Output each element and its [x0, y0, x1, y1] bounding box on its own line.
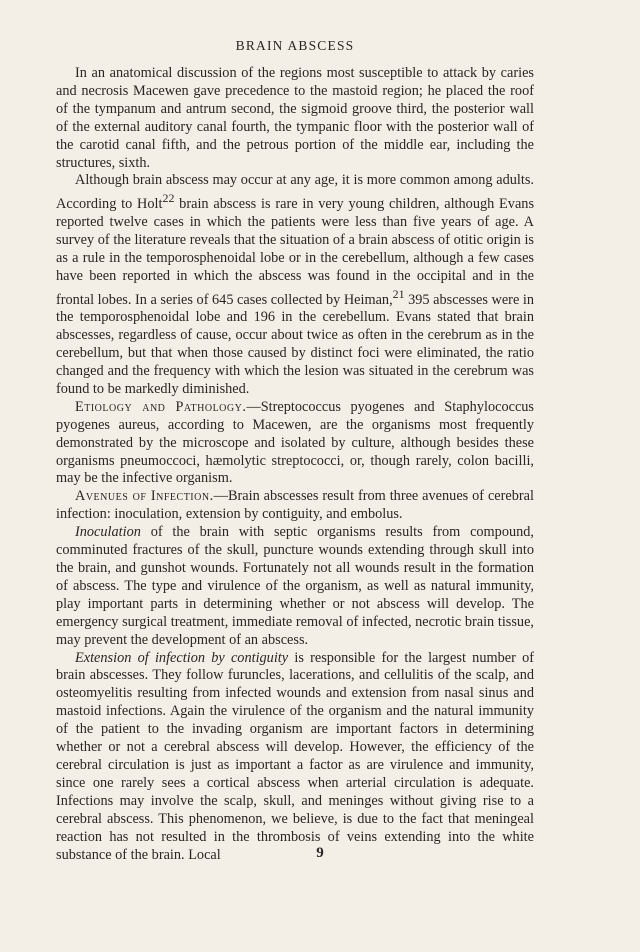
page	[56, 38, 534, 864]
section-heading-etiology: Etiology and Pathology.	[75, 398, 247, 415]
paragraph-etiology	[56, 399, 534, 489]
footnote-ref-heiman: 21	[392, 286, 405, 301]
paragraph-text: —Brain abscesses result from three avenues of cerebral infection: inoculation, extension by contiguity, and embolus.	[56, 488, 534, 523]
body-text	[56, 65, 534, 864]
paragraph-avenues	[56, 488, 534, 524]
page-number: 9	[316, 845, 324, 861]
paragraph-macewen-regions	[56, 65, 534, 172]
paragraph-age-incidence	[56, 172, 534, 398]
italic-lead-contiguity: Extension of infection by contiguity	[75, 649, 289, 666]
paragraph-text: —Streptococcus pyogenes and Staphylococcus pyogenes aureus, according to Macewen, are the organisms most frequently demonstrated by the microscope and isolated by culture, although besides these organisms pneumoccoci, hæmolytic streptococci, or, though rarely, colon bacilli, may be the infective organism.	[56, 398, 534, 487]
section-heading-avenues: Avenues of Infection.	[75, 488, 214, 505]
italic-lead-inoculation: Inoculation	[75, 524, 141, 541]
running-title: BRAIN ABSCESS	[235, 38, 355, 53]
paragraph-contiguity	[56, 650, 534, 865]
paragraph-text: In an anatomical discussion of the regions most susceptible to attack by caries and necrosis Macewen gave precedence to the mastoid region; he placed the roof of the tympanum and antrum second, the sigmoid groove third, the posterior wall of the external auditory canal fourth, the tympanic floor with the posterior wall of the carotid canal fifth, and the petrous portion of the middle ear, including the structures, sixth.	[56, 65, 534, 171]
paragraph-text: is responsible for the largest number of brain abscesses. They follow furuncles, lacerations, and cellulitis of the scalp, and osteomyelitis resulting from infected wounds and extension from nasal sinus and mastoid infections. Again the virulence of the organism and the natural immunity of the patient to the invading organism are important factors in determining whether or not a cerebral abscess will develop. However, the efficiency of the cerebral circulation is just as important a factor as are virulence and immunity, since one rarely sees a cortical abscess when arterial circulation is adequate. Infections may involve the scalp, skull, and meninges without giving rise to a cerebral abscess. This phenomenon, we believe, is due to the fact that meningeal reaction has not resulted in the thrombosis of veins extending into the white substance of the brain. Local	[56, 649, 534, 863]
paragraph-text: 395 abscesses were in the temporosphenoidal lobe and 196 in the cerebellum. Evans stated that brain abscesses, regardless of cause, occur about twice as often in the cerebrum as in the cerebellum, but that when those caused by distinct foci were eliminated, the ratio changed and the frequency with which the lesion was situated in the cerebrum was found to be markedly diminished.	[56, 291, 534, 397]
footnote-ref-holt: 22	[162, 191, 175, 206]
paragraph-text: of the brain with septic organisms results from compound, comminuted fractures of the skull, puncture wounds extending through skull into the brain, and gunshot wounds. Fortunately not all wounds result in the formation of abscess. The type and virulence of the organism, as well as natural immunity, play important parts in determining whether or not abscess will develop. The emergency surgical treatment, immediate removal of infected, necrotic brain tissue, may prevent the development of an abscess.	[56, 524, 534, 648]
paragraph-inoculation	[56, 524, 534, 649]
paragraph-text: brain abscess is rare in very young children, although Evans reported twelve cases in which the patients were less than five years of age. A survey of the literature reveals that the situation of a brain abscess of otitic origin is as a rule in the temporosphenoidal lobe or in the cerebellum, although a few cases have been reported in which the abscess was found in the occipital and in the frontal lobes. In a series of 645 cases collected by Heiman,	[56, 196, 535, 308]
paragraph-text: Although brain abscess may occur at any age, it is more common among adults. According to Holt	[56, 172, 534, 213]
